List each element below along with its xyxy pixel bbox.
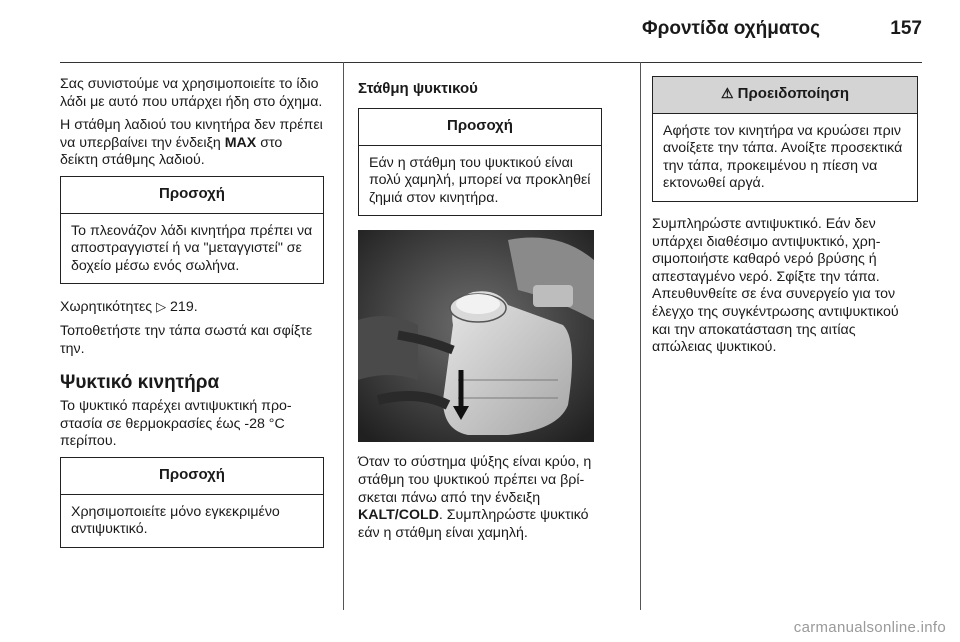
- coolant-reservoir-illustration: [358, 230, 594, 442]
- paragraph-same-oil: Σας συνιστούμε να χρησιμοποιείτε το ίδιο λάδι με αυτό που υπάρχει ήδη στο όχημα.: [60, 76, 323, 110]
- page-ref-arrow-icon: ▷: [156, 299, 167, 315]
- caution-box-oil-title: Προσοχή: [61, 177, 323, 214]
- section-title-coolant: Ψυκτικό κινητήρα: [60, 372, 220, 394]
- caution-box-oil-text: Το πλεονάζον λάδι κινητήρα πρέπει να αποστραγγιστεί ή να "μεταγγιστεί" σε δοχείο μέσω ενός σωλήνα.: [71, 222, 313, 274]
- capacities-reference: [60, 298, 324, 317]
- column-2: [358, 80, 602, 548]
- column-divider-1: [343, 62, 344, 610]
- caution-box-antifreeze-text: Χρησιμοποιείτε μόνο εγκεκριμένο αντιψυκτικό.: [71, 503, 280, 538]
- max-label: MAX: [224, 134, 257, 151]
- header-title: Φροντίδα οχήματος: [642, 18, 820, 39]
- max-level-text-pre: Η στάθμη λαδιού του κινητήρα δεν πρέπει να υπερβαίνει την ένδειξη: [60, 117, 323, 151]
- capacities-label: Χωρητικότητες: [60, 299, 153, 316]
- warning-box-title: [653, 77, 917, 114]
- caution-box-antifreeze: [60, 457, 324, 548]
- paragraph-antifreeze: Το ψυκτικό παρέχει αντιψυκτική προστασία σε θερμοκρασίες έως -28 °C περίπου.: [60, 398, 292, 450]
- warning-box-text: Αφήστε τον κινητήρα να κρυώσει πριν ανοίξετε την τάπα. Ανοίξτε προσεκτικά την τάπα, προκειμένου η πίεση να εκτονωθεί αργά.: [663, 122, 903, 192]
- caution-box-antifreeze-title: Προσοχή: [61, 458, 323, 495]
- capacities-page-ref[interactable]: 219.: [170, 299, 198, 316]
- kalt-cold-label: KALT/COLD: [358, 507, 439, 524]
- paragraph-install-cap: Τοποθετήστε την τάπα σωστά και σφίξτε την.: [60, 322, 313, 357]
- column-1: [60, 76, 324, 562]
- paragraph-coolant-level: [358, 454, 602, 542]
- max-level-text-post: στο δείκτη στάθμης λαδιού.: [60, 134, 283, 169]
- paragraph-refill-coolant: Συμπληρώστε αντιψυκτικό. Εάν δεν υπάρχει διαθέσιμο αντιψυκτικό, χρησιμοποιήστε καθαρό νερό βρύσης ή απεσταγμένο νερό. Σφίξτε την τάπα. Απευθυνθείτε σε ένα συνεργείο για τον έλεγχο της συγκέντρωσης αντιψυκτικού και την αποκατάσταση της αιτίας απώλειας ψυκτικού.: [652, 215, 899, 356]
- warning-box: [652, 76, 918, 202]
- caution-box-coolant-title: Προσοχή: [359, 109, 601, 146]
- coolant-level-text-pre: Όταν το σύστημα ψύξης είναι κρύο, η στάθμη του ψυκτικού πρέπει να βρίσκεται πάνω από την ένδειξη: [358, 454, 592, 506]
- warning-title-text: Προειδοποίηση: [737, 85, 850, 102]
- coolant-reservoir-photo: [358, 230, 594, 442]
- column-3: [652, 76, 918, 363]
- watermark: carmanualsonline.info: [793, 619, 946, 636]
- caution-box-coolant: [358, 108, 602, 216]
- caution-box-coolant-text: Εάν η στάθμη του ψυκτικού είναι πολύ χαμηλή, μπορεί να προκληθεί ζημιά στον κινητήρα.: [369, 154, 591, 206]
- warning-triangle-icon: ⚠: [720, 85, 734, 101]
- column-divider-2: [640, 62, 641, 610]
- page-number: 157: [890, 18, 922, 39]
- subtitle-coolant-level: Στάθμη ψυκτικού: [358, 80, 478, 97]
- paragraph-max-level: [60, 117, 324, 170]
- header-rule: [60, 62, 922, 63]
- caution-box-oil: [60, 176, 324, 284]
- coolant-level-text-post: . Συμπληρώστε ψυκτικό εάν η στάθμη είναι χαμηλή.: [358, 507, 589, 541]
